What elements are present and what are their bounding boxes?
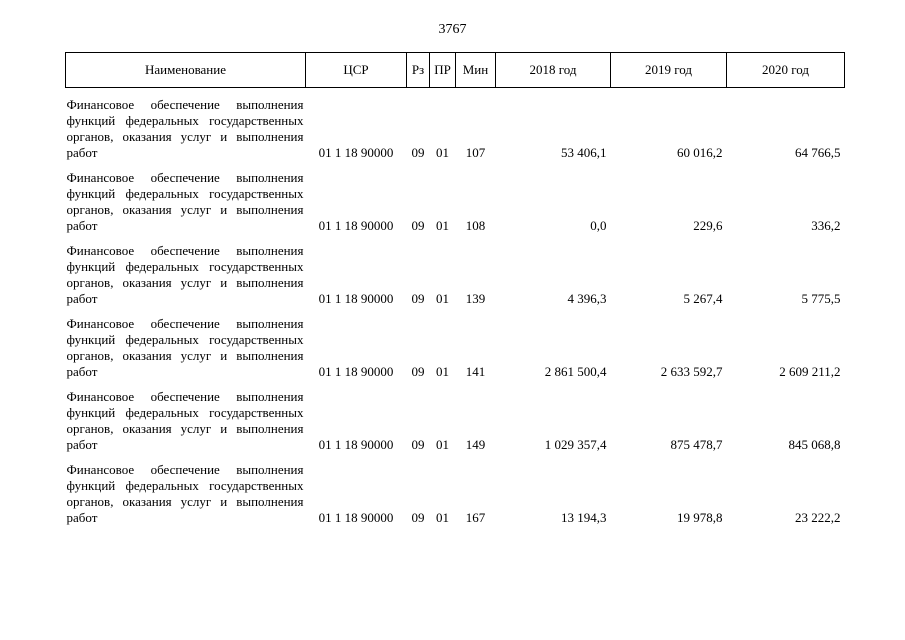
table-row — [66, 162, 845, 235]
row-2019: 229,6 — [693, 218, 723, 233]
row-min: 149 — [465, 437, 486, 452]
row-pr: 01 — [436, 364, 449, 379]
header-row — [66, 53, 845, 88]
row-csr: 01 1 18 90000 — [318, 510, 394, 525]
row-min: 108 — [465, 218, 486, 233]
row-rz: 09 — [411, 291, 425, 306]
table-row — [66, 235, 845, 308]
row-rz: 09 — [411, 218, 425, 233]
header-2020: 2020 год — [727, 53, 845, 88]
row-2019: 5 267,4 — [683, 291, 723, 306]
row-2020: 2 609 211,2 — [779, 364, 841, 379]
row-min: 107 — [465, 145, 486, 160]
table-header — [66, 53, 845, 88]
row-pr: 01 — [436, 510, 449, 525]
row-2020: 336,2 — [811, 218, 841, 233]
row-2020: 5 775,5 — [801, 291, 841, 306]
row-min: 139 — [465, 291, 486, 306]
row-min: 141 — [465, 364, 486, 379]
header-name: Наименование — [66, 53, 306, 88]
header-pr: ПР — [430, 53, 456, 88]
row-name: Финансовое обеспечение выполнения функций федеральных государственных органов, оказания услуг и выполнения работ — [66, 170, 304, 233]
row-2019: 60 016,2 — [677, 145, 723, 160]
table-row — [66, 88, 845, 163]
row-2018: 4 396,3 — [567, 291, 607, 306]
row-2018: 2 861 500,4 — [544, 364, 607, 379]
header-2018: 2018 год — [496, 53, 611, 88]
table-row — [66, 454, 845, 527]
row-name: Финансовое обеспечение выполнения функций федеральных государственных органов, оказания услуг и выполнения работ — [66, 97, 304, 160]
row-rz: 09 — [411, 145, 425, 160]
row-2018: 53 406,1 — [561, 145, 607, 160]
row-2019: 2 633 592,7 — [660, 364, 723, 379]
row-csr: 01 1 18 90000 — [318, 218, 394, 233]
row-csr: 01 1 18 90000 — [318, 437, 394, 452]
row-name: Финансовое обеспечение выполнения функций федеральных государственных органов, оказания услуг и выполнения работ — [66, 316, 304, 379]
row-2019: 875 478,7 — [670, 437, 723, 452]
row-csr: 01 1 18 90000 — [318, 291, 394, 306]
row-rz: 09 — [411, 437, 425, 452]
row-csr: 01 1 18 90000 — [318, 364, 394, 379]
budget-table — [65, 52, 845, 527]
row-rz: 09 — [411, 364, 425, 379]
row-pr: 01 — [436, 218, 449, 233]
row-2019: 19 978,8 — [677, 510, 723, 525]
table-row — [66, 308, 845, 381]
row-pr: 01 — [436, 437, 449, 452]
header-2019: 2019 год — [611, 53, 727, 88]
row-name: Финансовое обеспечение выполнения функций федеральных государственных органов, оказания услуг и выполнения работ — [66, 243, 304, 306]
row-rz: 09 — [411, 510, 425, 525]
table-body — [66, 88, 845, 528]
row-name: Финансовое обеспечение выполнения функций федеральных государственных органов, оказания услуг и выполнения работ — [66, 462, 304, 525]
row-pr: 01 — [436, 145, 449, 160]
header-rz: Рз — [407, 53, 430, 88]
header-min: Мин — [456, 53, 496, 88]
row-min: 167 — [465, 510, 486, 525]
row-2018: 13 194,3 — [561, 510, 607, 525]
row-2020: 64 766,5 — [795, 145, 841, 160]
table-row — [66, 381, 845, 454]
row-2020: 23 222,2 — [795, 510, 841, 525]
row-name: Финансовое обеспечение выполнения функций федеральных государственных органов, оказания услуг и выполнения работ — [66, 389, 304, 452]
row-2018: 1 029 357,4 — [544, 437, 607, 452]
row-2018: 0,0 — [590, 218, 607, 233]
row-csr: 01 1 18 90000 — [318, 145, 394, 160]
row-2020: 845 068,8 — [788, 437, 841, 452]
row-pr: 01 — [436, 291, 449, 306]
page-number: 3767 — [438, 22, 467, 37]
header-csr: ЦСР — [306, 53, 407, 88]
